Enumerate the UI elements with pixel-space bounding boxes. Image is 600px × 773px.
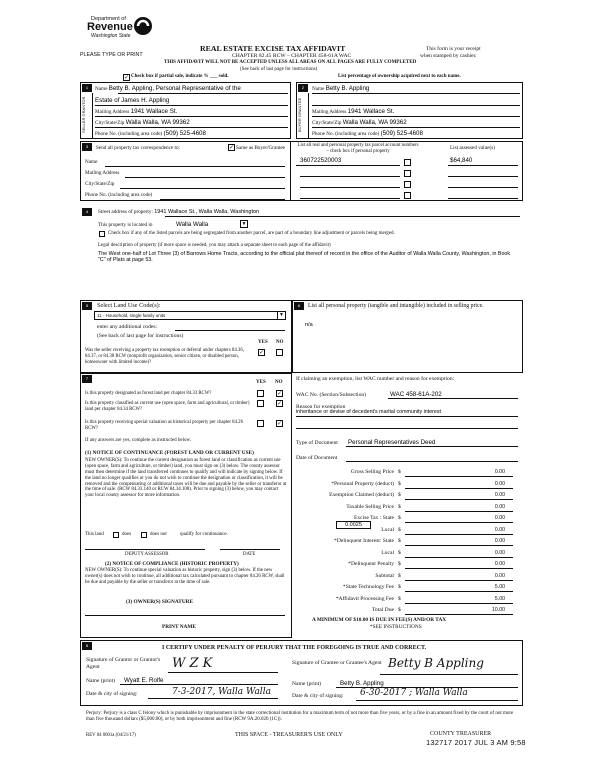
deputy-assessor-label: DEPUTY ASSESSOR: [125, 552, 169, 557]
same-as-buyer-label: Same as Buyer/Grantee: [236, 145, 285, 151]
seller-name-value-2[interactable]: Estate of James H. Appling: [95, 97, 170, 104]
same-as-buyer-checkbox[interactable]: ✓: [229, 144, 235, 151]
personal-property-checkbox-4[interactable]: [404, 192, 411, 199]
personal-property-checkbox-3[interactable]: [404, 181, 411, 188]
grantor-date[interactable]: 7-3-2017, Walla Walla: [172, 687, 271, 697]
street-label: Street address of property:: [98, 209, 153, 215]
tax-row-line: [405, 488, 513, 489]
chevron-down-icon: ▼: [241, 222, 247, 227]
doc-type-value[interactable]: Personal Representatives Deed: [348, 439, 436, 446]
tax-row-dollar: $: [398, 480, 401, 487]
rev-number: REV 84 0001a (04/21/17): [86, 733, 136, 738]
stamp-note: when stamped by cashier.: [420, 53, 477, 59]
buyer-address-label: Mailing Address: [312, 109, 347, 115]
tax-row-dollar: $: [398, 469, 401, 475]
tax-row-value[interactable]: 5.00: [494, 595, 505, 602]
section-5-tab: 5: [82, 302, 92, 310]
no-header-2: NO: [275, 380, 283, 385]
tax-row-dollar: $: [398, 561, 401, 567]
buyer-name-value[interactable]: Betty B. Appling: [325, 85, 370, 92]
revenue-swirl-icon: [133, 16, 153, 36]
tax-row-label: Total Due: [371, 607, 394, 613]
seller-phone-label: Phone No. (including area code): [95, 131, 163, 137]
perjury-note: Perjury: Perjury is a class C felony which is punishable by imprisonment in the state correctional institution for a maximum term of not more than five years, or by a fine in an amount fixed by the court of not more than five thousand dollars ($5,000.00), or by both imprisonment and fine (RCW 9A.20.020 (1C)).: [86, 711, 514, 722]
tax-row-dollar: $: [398, 549, 401, 556]
seller-side-label: SELLER GRANTOR: [81, 96, 86, 134]
street-value[interactable]: 1941 Wallace St., Walla Walla, Washington: [154, 209, 260, 215]
section-3-tab: 3: [82, 143, 92, 151]
qualify-label: qualify for continuance.: [180, 532, 228, 537]
partial-sale-text: Check box if partial sale, indicate % ___ sold.: [131, 74, 229, 79]
tax-row-line: [405, 580, 513, 581]
tax-row-value[interactable]: 0.00: [494, 492, 505, 498]
assessed-value[interactable]: $64,840: [450, 157, 473, 164]
seller-phone-value[interactable]: (509) 525-4608: [163, 130, 206, 137]
see-instructions: *SEE INSTRUCTIONS: [370, 624, 422, 630]
notice1-body: NEW OWNER(S): To continue the current designation as forest land or classification as current use (open space, farm and agriculture, or timber) land, you must sign on (3) below. The county assessor must then determine if the land transferred continues to qualify and will indicate by signing below. If the land no longer qualifies or you do not wish to continue the designation or classification, it will be removed and the compensating or additional taxes will be due and payable by the seller or transferor at the time of sale. (RCW 84.33.140 or RCW 84.34.108). Prior to signing (3) below, you may contact your local county assessor for more information.: [85, 458, 287, 499]
tax-row-line: [405, 545, 513, 546]
print-name-label: PRINT NAME: [162, 624, 196, 630]
treasurer-stamp: 132717 2017 JUL 3 AM 9:58: [426, 738, 526, 747]
does-not-checkbox[interactable]: [141, 532, 147, 538]
tax-row-label: *Affidavit Processing Fee: [335, 595, 394, 602]
yes-header-2: YES: [256, 380, 266, 385]
seller-name-value[interactable]: Betty B. Appling, Personal Representative of the: [108, 85, 241, 92]
tax-row-line: [405, 568, 513, 569]
tax-row-dollar: $: [398, 607, 401, 613]
chevron-down-icon: ▼: [277, 312, 285, 320]
forest-q2: Is this property classified as current use (open space, farm and agricultural, or timber) land per chapter 84.34 RCW?: [85, 401, 250, 412]
grantor-date-label: Date & city of signing:: [86, 691, 138, 697]
seller-city-label: City/State/Zip: [95, 120, 125, 126]
personal-property-label: List all personal property (tangible and intangible) included in selling price.: [308, 303, 484, 309]
grantee-name[interactable]: Betty B. Appling: [340, 680, 384, 687]
tax-row-label: Subtotal: [375, 572, 394, 579]
tax-row-line: [405, 614, 513, 615]
no-header-1: NO: [276, 340, 284, 345]
claim-exemption-label: If claiming an exemption, list WAC number and reason for exemption:: [296, 376, 455, 382]
seller-address-label: Mailing Address: [95, 109, 130, 115]
tax-row-line: [405, 522, 513, 523]
grantee-name-label: Name (print): [292, 681, 322, 687]
personal-property-value[interactable]: n/a: [305, 322, 313, 328]
doc-type-label: Type of Document: [296, 440, 338, 446]
deputy-date-label: DATE: [243, 552, 256, 557]
forest-q1: Is this property designated as forest land per chapter 84.33 RCW?: [85, 391, 212, 396]
certify-text: I CERTIFY UNDER PENALTY OF PERJURY THAT THE FOREGOING IS TRUE AND CORRECT.: [162, 645, 427, 651]
tax-row-value[interactable]: 0.00: [494, 526, 505, 533]
forest-q3-yes[interactable]: [257, 420, 264, 427]
forest-q1-yes[interactable]: [257, 390, 264, 397]
grantor-signature[interactable]: W Z K: [172, 656, 213, 671]
tax-row-label: Local: [381, 549, 394, 556]
agency-name: Revenue: [87, 21, 133, 33]
tax-row-value[interactable]: 0.00: [494, 469, 505, 475]
reason-label: Reason for exemption: [296, 404, 346, 410]
buyer-name-label: Name: [312, 86, 325, 92]
tax-row-value[interactable]: 0.00: [494, 572, 505, 579]
land-use-label: Select Land Use Code(s):: [97, 302, 161, 309]
tax-row-line: [405, 557, 513, 558]
buyer-side-label: BUYER GRANTEE: [297, 97, 302, 133]
wac-label: WAC No. (Section/Subsection): [296, 392, 367, 398]
forest-q1-no[interactable]: ✓: [277, 390, 283, 397]
yes-header-1: YES: [258, 340, 268, 345]
receipt-note: This form is your receipt: [426, 46, 481, 52]
tax-rate-box[interactable]: 0.0025: [336, 521, 371, 529]
tax-row-value[interactable]: 0.00: [494, 538, 505, 544]
located-value[interactable]: Walla Walla: [176, 221, 209, 228]
does-label: does: [122, 532, 132, 537]
tax-row-label: Gross Selling Price: [350, 469, 394, 475]
seller-name-label: Name: [95, 86, 108, 92]
forest-q2-no[interactable]: ✓: [277, 400, 283, 407]
land-label: This land: [85, 532, 104, 537]
does-checkbox[interactable]: [113, 532, 119, 538]
please-type: PLEASE TYPE OR PRINT: [80, 52, 143, 58]
tax-row-dollar: $: [398, 572, 401, 579]
tax-row-label: *Personal Property (deduct): [331, 480, 394, 487]
section-6-tab: 6: [294, 302, 304, 310]
personal-property-checkbox-2[interactable]: [404, 170, 411, 177]
tax-row-label: *State Technology Fee: [342, 584, 394, 590]
located-label: This property is located in: [98, 222, 153, 228]
tax-row-value[interactable]: 5.00: [494, 584, 505, 590]
form-warning: THIS AFFIDAVIT WILL NOT BE ACCEPTED UNLESS ALL AREAS ON ALL PAGES ARE FULLY COMPLETED: [164, 60, 417, 65]
county-treasurer: COUNTY TREASURER: [430, 731, 492, 737]
exemption-no-checkbox[interactable]: [276, 349, 283, 356]
tax-row-label: *Delinquent Interest: State: [334, 538, 394, 544]
personal-property-checkbox-1[interactable]: [404, 159, 411, 166]
tax-row-label: Local: [381, 526, 394, 533]
section-4-tab: 4: [82, 208, 92, 216]
tax-row-label: Taxable Selling Price: [346, 503, 394, 510]
corr-city-label: City/State/Zip: [85, 181, 115, 187]
tax-row-dollar: $: [398, 526, 401, 533]
agency-state: Washington State: [91, 33, 131, 39]
tax-row-dollar: $: [398, 503, 401, 510]
forest-q3: Is this property receiving special valuation as historical property per chapter 84.26 RCW?: [85, 420, 243, 431]
tax-row-value[interactable]: 10.00: [492, 607, 505, 613]
tax-row-dollar: $: [398, 492, 401, 498]
section-8-tab: 8: [82, 642, 92, 650]
tax-row-dollar: $: [398, 515, 401, 521]
buyer-address-value[interactable]: 1941 Wallace St.: [347, 108, 395, 115]
form-chapter: CHAPTER 82.45 RCW – CHAPTER 458-61A WAC: [232, 53, 352, 59]
personal-property-section: [292, 300, 523, 373]
assessed-value-header: List assessed value(s): [450, 145, 495, 151]
tax-row-line: [405, 534, 513, 535]
tax-row-value[interactable]: 0.00: [494, 480, 505, 487]
grantor-sig-label: Signature of Grantor or Grantor's Agent: [86, 657, 161, 670]
legal-label: Legal description of property (if more space is needed, you may attach a separate sheet to each page of the affidavit): [98, 243, 331, 248]
grantee-date-label: Date & city of signing:: [292, 693, 344, 699]
forest-if-yes: If any answers are yes, complete as instructed below.: [85, 438, 192, 443]
grantee-sig-label: Signature of Grantee or Grantee's Agent: [292, 660, 382, 666]
tax-row-line: [405, 591, 513, 592]
notice1-title: (1) NOTICE OF CONTINUANCE (FOREST LAND OR CURRENT USE): [85, 450, 254, 456]
land-use-select[interactable]: [94, 311, 286, 320]
corr-name-label: Name: [85, 159, 98, 165]
reason-value[interactable]: inheritance or devise of decedent's marital community interest: [296, 409, 441, 415]
segregated-text: Check box if any of the listed parcels are being segregated from another parcel, are part of a boundary line adjustment or parcels being merged.: [108, 231, 395, 236]
exemption-yes-checkbox[interactable]: ✓: [259, 349, 265, 356]
tax-row-dollar: $: [398, 595, 401, 602]
legal-value[interactable]: The West one-half of Lot Three (3) of Barrows Home Tracts, according to the official plat thereof of record in the office of the Auditor of Walla Walla County, Washington, in Book "C" of Plats at page 53.: [98, 251, 510, 264]
grantee-signature[interactable]: Betty B Appling: [388, 656, 484, 670]
corr-phone-label: Phone No. (including area code): [85, 192, 153, 198]
tax-row-label: Excise Tax : State: [353, 515, 394, 521]
seller-city-value[interactable]: Walla Walla, WA 99362: [125, 119, 190, 126]
agency-dept: Department of: [91, 16, 126, 22]
form-see-back: (See back of last page for instructions): [240, 67, 318, 72]
tax-row-value[interactable]: 0.00: [494, 561, 505, 567]
buyer-city-value[interactable]: Walla Walla, WA 99362: [342, 119, 407, 126]
tax-row-value[interactable]: 0.00: [494, 549, 505, 556]
located-dropdown[interactable]: [240, 220, 248, 228]
form-title: REAL ESTATE EXCISE TAX AFFIDAVIT: [200, 44, 346, 53]
tax-row-line: [405, 511, 513, 512]
section-2-tab: 2: [298, 84, 308, 92]
notice2-body: NEW OWNER(S): To continue special valuation as historic property, sign (3) below. If the new owner(s) does not wish to continue, all additional tax calculated pursuant to chapter 84.26 RCW, shall be due and payable by the seller or transferor at the time of sale.: [85, 568, 285, 585]
seller-address-value[interactable]: 1941 Wallace St.: [130, 108, 178, 115]
land-use-see-back: (See back of last page for instructions): [97, 333, 184, 339]
buyer-city-label: City/State/Zip: [312, 120, 342, 126]
send-correspondence-label: Send all property tax correspondence to:: [96, 145, 180, 151]
owner-signature-label: (3) OWNER(S) SIGNATURE: [126, 599, 193, 605]
additional-codes-label: enter any additional codes:: [97, 324, 158, 330]
parcels-header: List all real and personal property tax parcel account numbers – check box if personal property: [297, 143, 419, 154]
forest-q3-no[interactable]: ✓: [277, 420, 283, 427]
partial-sale-checkbox[interactable]: ✓: [124, 74, 130, 81]
tax-row-line: [405, 476, 513, 477]
tax-row-value[interactable]: 0.00: [494, 503, 505, 510]
exemption-question: Was the seller receiving a property tax exemption or deferral under chapters 84.36, 84.37, or 84.38 RCW (nonprofit organization, senior citizen, or disabled person, homeowner with limited income)?: [85, 348, 244, 365]
buyer-phone-label: Phone No. (including area code): [312, 131, 380, 137]
pct-label: List percentage of ownership acquired next to each name.: [338, 74, 461, 79]
land-use-select-value: 11 - Household, single family units: [97, 313, 166, 318]
tax-row-label: Exemption Claimed (deduct): [329, 492, 394, 498]
tax-row-dollar: $: [398, 584, 401, 590]
revenue-logo: [87, 16, 157, 46]
minimum-notice: A MINIMUM OF $10.00 IS DUE IN FEE(S) AND/OR TAX: [312, 617, 447, 623]
tax-row-label: *Delinquent Penalty: [348, 561, 394, 567]
grantor-name-label: Name (print): [86, 678, 116, 684]
section-7-tab: 7: [82, 375, 92, 383]
notice2-title: (2) NOTICE OF COMPLIANCE (HISTORIC PROPERTY): [105, 561, 239, 567]
tax-row-dollar: $: [398, 538, 401, 544]
section-1-tab: 1: [82, 84, 92, 92]
parcel-number[interactable]: 360722520003: [300, 157, 342, 164]
tax-row-value[interactable]: 0.00: [494, 515, 505, 521]
tax-row-line: [405, 603, 513, 604]
corr-address-label: Mailing Address: [85, 170, 120, 176]
treasurer-space: THIS SPACE - TREASURER'S USE ONLY: [235, 732, 343, 738]
does-not-label: does not: [150, 532, 167, 537]
segregated-checkbox[interactable]: [99, 231, 105, 237]
doc-date-label: Date of Document: [296, 455, 338, 461]
buyer-phone-value[interactable]: (509) 525-4608: [380, 130, 423, 137]
tax-row-line: [405, 499, 513, 500]
grantee-date[interactable]: 6-30-2017 ; Walla Walla: [360, 688, 468, 698]
wac-value[interactable]: WAC 458-61A-202: [390, 391, 442, 398]
forest-q2-yes[interactable]: [257, 400, 264, 407]
grantor-name[interactable]: Wyatt E. Rolfe: [124, 677, 164, 684]
